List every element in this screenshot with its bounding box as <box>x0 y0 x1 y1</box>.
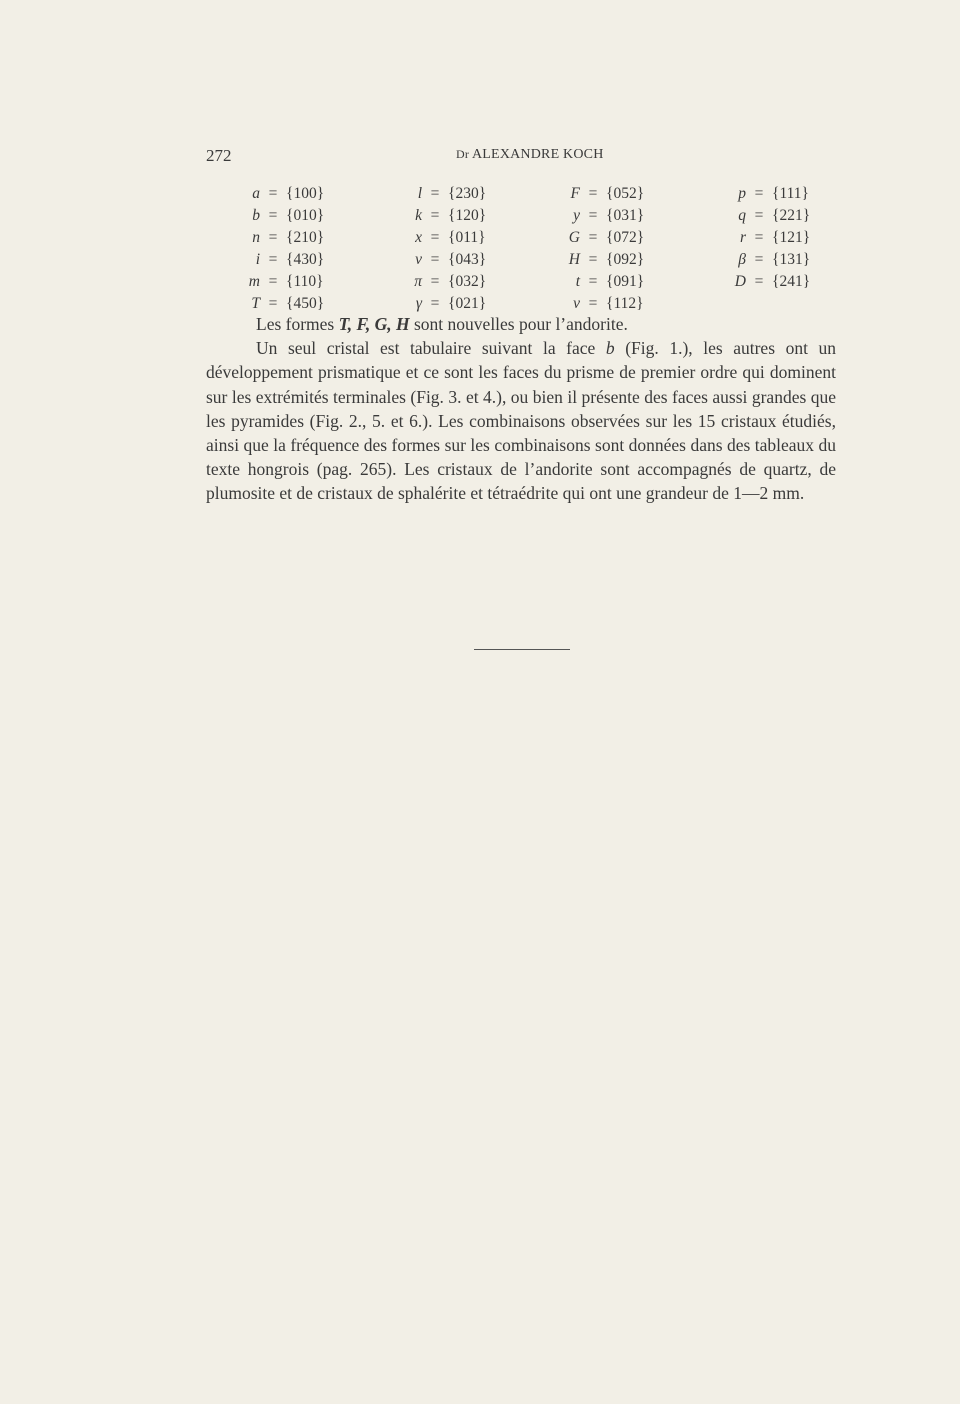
form-entry <box>206 205 324 227</box>
equals-sign: = <box>588 185 598 202</box>
paragraph-1-lead: Les formes <box>256 314 335 334</box>
form-symbol: n <box>252 229 260 246</box>
form-entry <box>384 183 486 205</box>
equals-sign: = <box>754 273 764 290</box>
paragraph-description <box>206 336 836 505</box>
form-symbol: β <box>738 251 746 268</box>
miller-index: {131} <box>772 251 811 268</box>
miller-index: {072} <box>606 229 645 246</box>
form-symbol: t <box>575 273 580 290</box>
miller-index: {110} <box>286 273 324 290</box>
form-symbol: γ <box>415 295 422 312</box>
equals-sign: = <box>268 273 278 290</box>
miller-index: {091} <box>606 273 645 290</box>
paragraph-new-forms <box>206 312 836 336</box>
form-entry <box>206 249 324 271</box>
equals-sign: = <box>754 229 764 246</box>
form-symbol: a <box>252 185 260 202</box>
miller-index: {100} <box>286 185 325 202</box>
equals-sign: = <box>430 229 440 246</box>
form-entry <box>542 227 644 249</box>
form-symbol: r <box>739 229 746 246</box>
miller-index: {010} <box>286 207 325 224</box>
equals-sign: = <box>588 207 598 224</box>
form-entry <box>384 205 486 227</box>
form-symbol: b <box>252 207 260 224</box>
form-entry <box>688 249 810 271</box>
equals-sign: = <box>430 251 440 268</box>
equals-sign: = <box>268 207 278 224</box>
equals-sign: = <box>588 273 598 290</box>
author-name: ALEXANDRE KOCH <box>472 147 604 162</box>
form-symbol: D <box>734 273 746 290</box>
form-symbol: v <box>573 295 580 312</box>
paragraph-2-part-1: Un seul cristal est tabulaire suivant la face <box>256 338 596 359</box>
form-symbol: i <box>255 251 260 268</box>
form-symbol: G <box>568 229 580 246</box>
form-symbol: q <box>738 207 746 224</box>
equals-sign: = <box>268 295 278 312</box>
form-symbol: k <box>415 207 422 224</box>
miller-index: {210} <box>286 229 325 246</box>
form-entry <box>688 227 810 249</box>
miller-index: {230} <box>448 185 487 202</box>
new-forms-list: T, F, G, H <box>338 314 410 334</box>
form-entry <box>688 183 809 205</box>
face-symbol: b <box>605 338 615 359</box>
form-entry <box>542 249 644 271</box>
form-entry <box>384 271 486 293</box>
miller-index: {430} <box>286 251 325 268</box>
form-symbol: p <box>738 185 746 202</box>
miller-index: {120} <box>448 207 487 224</box>
paragraph-1-rest: sont nouvelles pour l’andorite. <box>414 314 628 334</box>
equals-sign: = <box>430 185 440 202</box>
miller-index: {011} <box>448 229 486 246</box>
miller-index: {031} <box>606 207 645 224</box>
miller-index: {221} <box>772 207 811 224</box>
form-symbol: l <box>417 185 422 202</box>
equals-sign: = <box>268 251 278 268</box>
form-symbol: T <box>251 295 260 312</box>
equals-sign: = <box>754 207 764 224</box>
form-symbol: π <box>414 273 422 290</box>
equals-sign: = <box>588 295 598 312</box>
form-entry <box>384 227 486 249</box>
form-symbol: H <box>568 251 580 268</box>
page-number: 272 <box>206 146 232 165</box>
form-entry <box>542 205 644 227</box>
form-entry <box>206 227 324 249</box>
miller-index: {112} <box>606 295 644 312</box>
equals-sign: = <box>430 273 440 290</box>
miller-index: {121} <box>772 229 811 246</box>
miller-index: {052} <box>606 185 645 202</box>
equals-sign: = <box>430 295 440 312</box>
form-entry <box>542 271 644 293</box>
miller-index: {021} <box>448 295 487 312</box>
miller-index: {043} <box>448 251 487 268</box>
miller-index: {111} <box>772 185 809 202</box>
page-header <box>206 146 836 168</box>
form-entry <box>542 183 644 205</box>
form-entry <box>688 205 810 227</box>
equals-sign: = <box>430 207 440 224</box>
equals-sign: = <box>588 229 598 246</box>
form-symbol: x <box>415 229 422 246</box>
form-entry <box>206 183 324 205</box>
miller-index: {092} <box>606 251 645 268</box>
equals-sign: = <box>754 251 764 268</box>
paragraph-2-part-2: (Fig. 1.), les autres ont un développement prismatique et ce sont les faces du prisme de premier ordre qui dominent sur les extrémités terminales (Fig. 3. et 4.), ou bien il présente des faces aussi grandes que les pyramides (Fig. 2., 5. et 6.). Les combinaisons observées sur les 15 cristaux étudiés, ainsi que la fréquence des formes sur les combinaisons sont données dans des tableaux du texte hongrois (pag. 265). Les cristaux de l’andorite sont accompagnés de quartz, de plumosite et de cristaux de sphalérite et tétraédrite qui ont une grandeur de 1—2 mm. <box>206 338 837 504</box>
running-head <box>456 147 604 163</box>
equals-sign: = <box>588 251 598 268</box>
closing-rule <box>474 649 570 650</box>
body-text <box>206 312 836 506</box>
form-symbol: v <box>415 251 422 268</box>
form-entry <box>384 249 486 271</box>
miller-index: {241} <box>772 273 811 290</box>
form-symbol: F <box>570 185 580 202</box>
form-symbol: m <box>248 273 260 290</box>
miller-index: {032} <box>448 273 487 290</box>
form-entry <box>206 271 324 293</box>
equals-sign: = <box>268 185 278 202</box>
author-prefix: Dr <box>456 147 470 161</box>
form-entry <box>688 271 810 293</box>
equals-sign: = <box>754 185 764 202</box>
miller-index: {450} <box>286 295 325 312</box>
form-symbol: y <box>573 207 580 224</box>
equals-sign: = <box>268 229 278 246</box>
